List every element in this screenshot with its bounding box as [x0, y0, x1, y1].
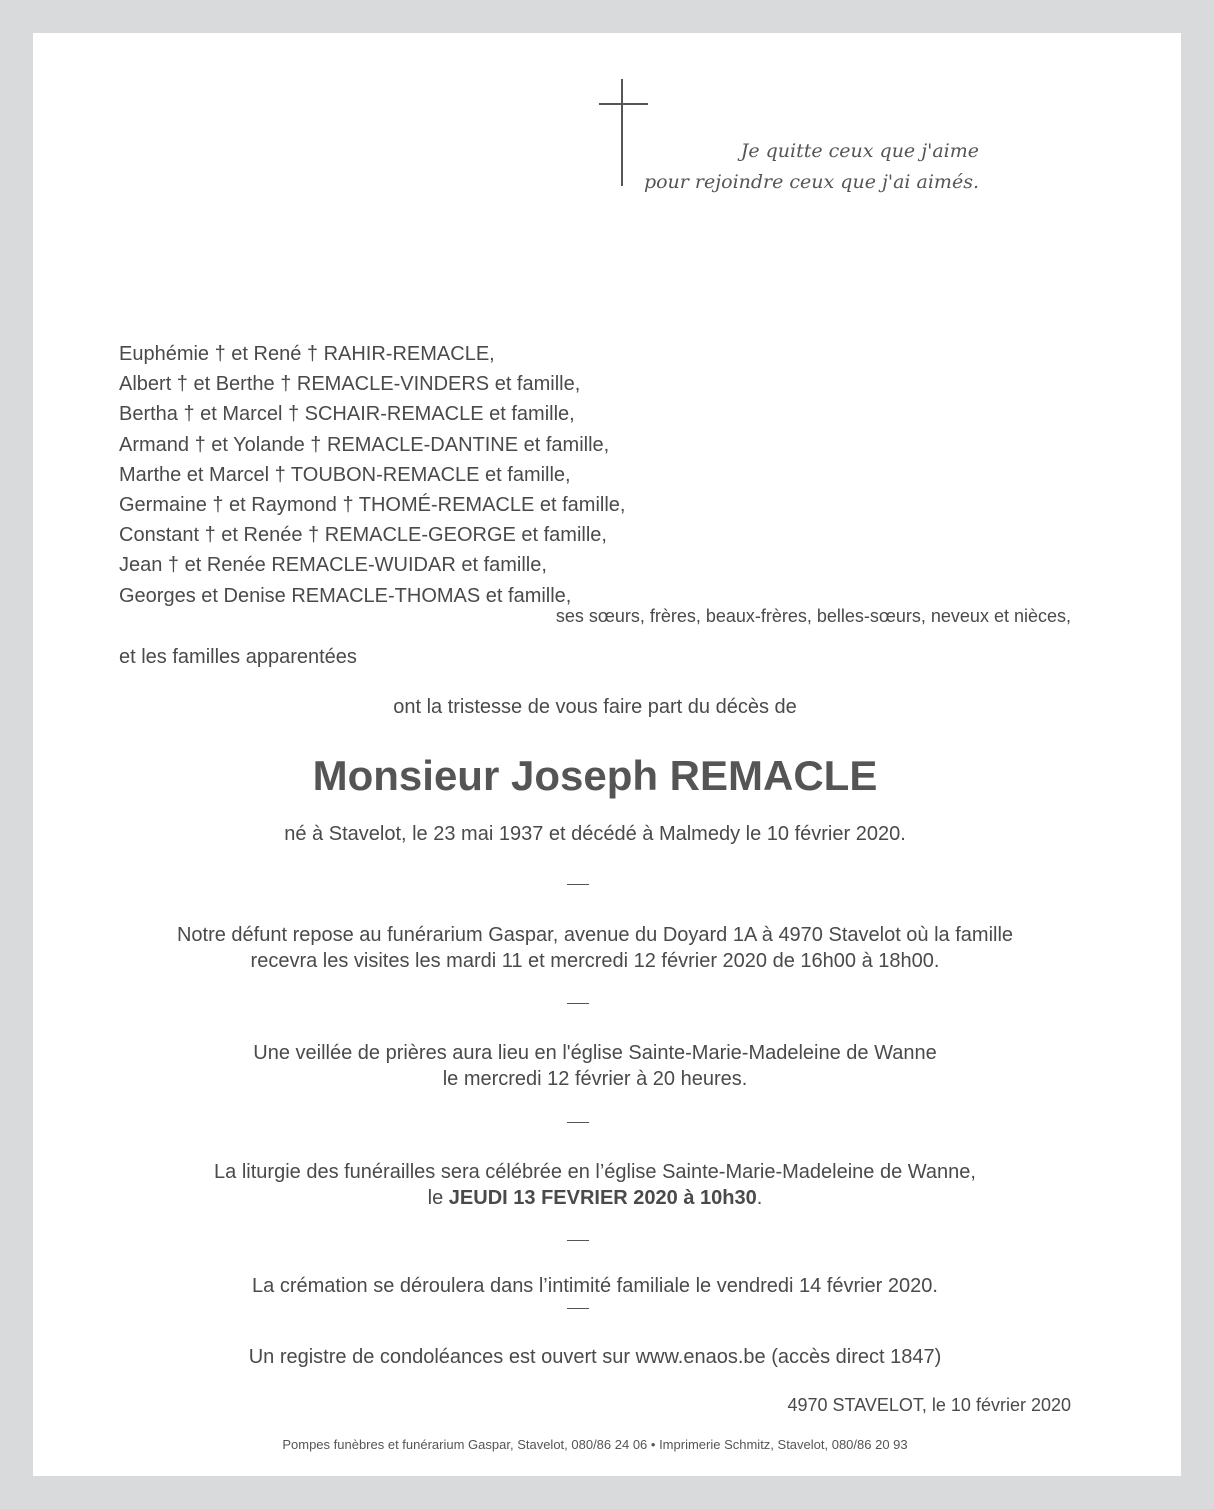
family-line: Marthe et Marcel † TOUBON-REMACLE et famille, [119, 463, 571, 486]
relations-line: ses sœurs, frères, beaux-frères, belles-sœurs, neveux et nièces, [555, 606, 1071, 626]
deceased-name: Monsieur Joseph REMACLE [312, 752, 878, 799]
funeral-prefix: le [427, 1187, 449, 1209]
cross-icon [621, 79, 623, 186]
family-line: Armand † et Yolande † REMACLE-DANTINE et famille, [119, 433, 610, 456]
quote-line: Je quitte ceux que j'aime [740, 140, 979, 162]
quote-line: pour rejoindre ceux que j'ai aimés. [643, 171, 979, 193]
funeral-line: La liturgie des funérailles sera célébrée en l’église Sainte-Marie-Madeleine de Wanne, [214, 1161, 976, 1183]
funeral-line-2 [0, 1185, 1190, 1211]
separator-dash [567, 1003, 589, 1004]
funeral-text [0, 1159, 1190, 1211]
footer-credits: Pompes funèbres et funérarium Gaspar, Stavelot, 080/86 24 06 • Imprimerie Schmitz, Stavelot, 080/86 20 93 [282, 1437, 908, 1452]
visits-line: Notre défunt repose au funérarium Gaspar, avenue du Doyard 1A à 4970 Stavelot où la famille [176, 924, 1014, 946]
families-line: et les familles apparentées [119, 646, 357, 668]
family-line: Georges et Denise REMACLE-THOMAS et famille, [119, 584, 572, 607]
vigil-line: le mercredi 12 février à 20 heures. [442, 1068, 748, 1090]
family-line: Euphémie † et René † RAHIR-REMACLE, [119, 343, 495, 365]
family-line: Jean † et Renée REMACLE-WUIDAR et famille, [119, 554, 547, 577]
family-list [119, 339, 625, 611]
separator-dash [567, 1122, 589, 1123]
vigil-text [0, 1040, 1190, 1092]
visits-text [0, 922, 1190, 974]
family-line: Germaine † et Raymond † THOMÉ-REMACLE et famille, [119, 494, 626, 517]
vigil-line: Une veillée de prières aura lieu en l'église Sainte-Marie-Madeleine de Wanne [253, 1042, 937, 1064]
birth-death-text: né à Stavelot, le 23 mai 1937 et décédé à Malmedy le 10 février 2020. [284, 823, 906, 845]
family-line: Bertha † et Marcel † SCHAIR-REMACLE et famille, [119, 403, 575, 426]
visits-line: recevra les visites les mardi 11 et mercredi 12 février 2020 de 16h00 à 18h00. [250, 950, 940, 972]
separator-dash [567, 884, 589, 885]
separator-dash [567, 1308, 589, 1309]
epitaph-quote [644, 136, 979, 198]
funeral-date: JEUDI 13 FEVRIER 2020 à 10h30 [448, 1187, 757, 1209]
separator-dash [567, 1240, 589, 1241]
family-line: Albert † et Berthe † REMACLE-VINDERS et famille, [119, 373, 581, 396]
cross-icon-bar [599, 103, 648, 105]
condolences-text: Un registre de condoléances est ouvert sur www.enaos.be (accès direct 1847) [248, 1346, 942, 1368]
family-line: Constant † et Renée † REMACLE-GEORGE et famille, [119, 524, 607, 547]
place-date: 4970 STAVELOT, le 10 février 2020 [787, 1395, 1071, 1415]
announcement-text: ont la tristesse de vous faire part du décès de [393, 696, 797, 718]
cremation-text: La crémation se déroulera dans l’intimité familiale le vendredi 14 février 2020. [252, 1275, 938, 1297]
funeral-suffix: . [756, 1187, 763, 1209]
